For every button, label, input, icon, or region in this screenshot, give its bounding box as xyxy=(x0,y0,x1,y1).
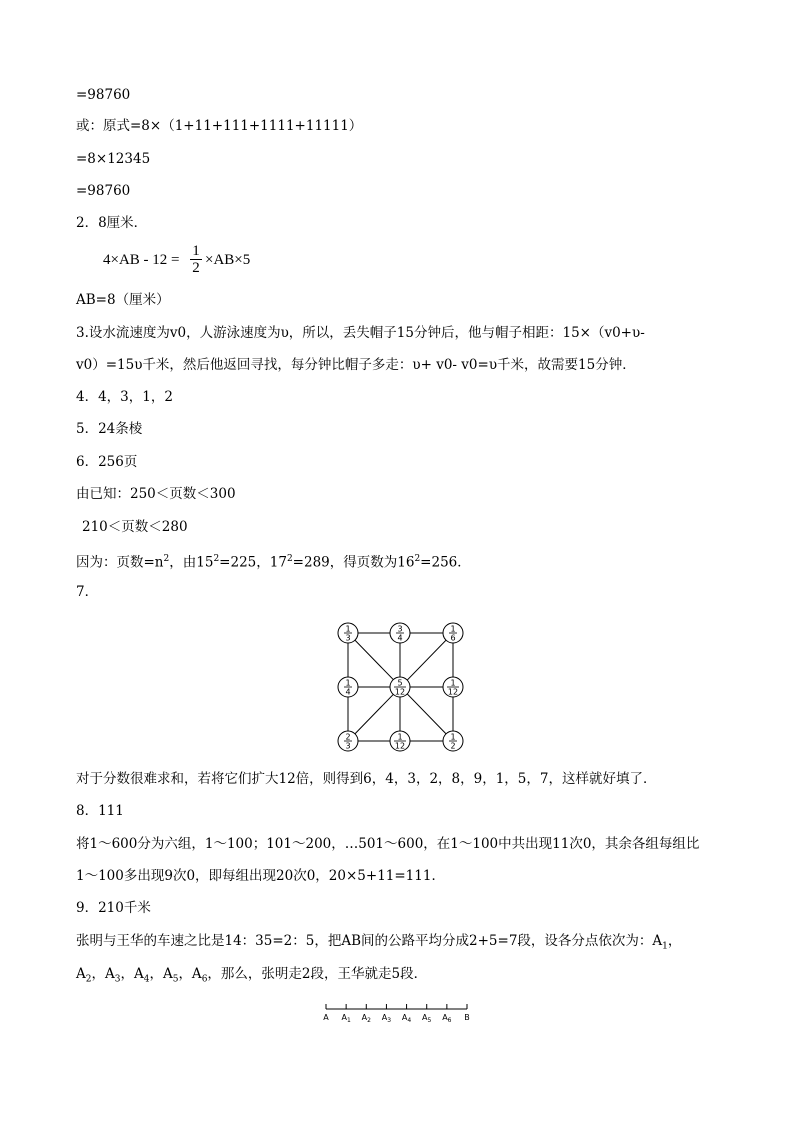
grid-node-8 xyxy=(390,731,410,751)
node-denominator: 6 xyxy=(450,633,456,643)
answer-4: 4．4，3，1，2 xyxy=(76,389,173,405)
node-numerator: 2 xyxy=(345,732,351,742)
segment-label-B: B xyxy=(464,1013,470,1022)
segment-label-A3: $A_3$ xyxy=(381,1013,392,1024)
answer-9: 9．210千米 xyxy=(76,900,151,916)
grid-node-1 xyxy=(338,623,358,643)
node-denominator: 3 xyxy=(345,741,351,751)
node-numerator: 1 xyxy=(450,678,456,688)
line-alt-formula: 或：原式=8×（1+11+111+1111+11111） xyxy=(76,118,363,134)
answer-9-line-2: $A_2$，$A_3$，$A_4$，$A_5$，$A_6$，那么，张明走2段，王华就走5段． xyxy=(76,966,428,985)
answer-8-line-2: 1～100多出现9次0，即每组出现20次0，20×5+11=111． xyxy=(76,868,445,884)
segment-label-A1: $A_1$ xyxy=(341,1013,351,1024)
answer-6-condition-2: 210＜页数＜280 xyxy=(82,519,188,535)
node-numerator: 5 xyxy=(397,678,403,688)
grid-node-9 xyxy=(443,731,463,751)
fraction-denominator: 2 xyxy=(192,260,200,276)
node-numerator: 1 xyxy=(345,678,351,688)
node-denominator: 3 xyxy=(345,633,351,643)
grid-node-6 xyxy=(443,677,463,697)
node-numerator: 1 xyxy=(345,624,351,634)
line-ab-result: AB=8（厘米） xyxy=(76,292,170,308)
grid-node-2 xyxy=(390,623,410,643)
node-numerator: 1 xyxy=(450,732,456,742)
segment-label-A6: $A_6$ xyxy=(442,1013,452,1024)
fraction-numerator: 1 xyxy=(192,243,200,259)
node-numerator: 3 xyxy=(397,624,403,634)
segment-label-A2: $A_2$ xyxy=(361,1013,371,1024)
answer-5: 5．24条棱 xyxy=(76,421,143,437)
segment-label-A4: $A_4$ xyxy=(401,1013,412,1024)
segment-label-A: A xyxy=(323,1013,329,1022)
grid-node-3 xyxy=(443,623,463,643)
equation-fraction xyxy=(190,243,202,276)
node-numerator: 1 xyxy=(450,624,456,634)
answer-6-condition-1: 由已知：250＜页数＜300 xyxy=(76,486,236,502)
answer-8-line-1: 将1～600分为六组，1～100；101～200，…501～600，在1～100中共出现11次0，其余各组每组比 xyxy=(76,836,700,852)
answer-6-reason: 因为：页数$=n^2$，由$15^2=225$，$17^2=289$，得页数为$16^2=256$． xyxy=(76,554,471,571)
node-denominator: 2 xyxy=(450,741,456,751)
answer-8: 8．111 xyxy=(76,803,124,819)
answer-3-line-2: v0）=15υ千米，然后他返回寻找，每分钟比帽子多走：υ+ v0- v0=υ千米，故需要15分钟． xyxy=(76,357,636,373)
answer-3-line-1: 3.设水流速度为v0，人游泳速度为υ，所以，丢失帽子15分钟后，他与帽子相距：15×（v0+υ- xyxy=(76,325,645,341)
answer-2-heading: 2．8厘米． xyxy=(76,215,148,231)
segment-label-A5: $A_5$ xyxy=(422,1013,432,1024)
grid-node-7 xyxy=(338,731,358,751)
grid-node-4 xyxy=(338,677,358,697)
fraction-grid-diagram xyxy=(330,618,470,752)
line-product: =8×12345 xyxy=(76,151,151,167)
node-denominator: 4 xyxy=(345,687,351,697)
answer-9-line-1: 张明与王华的车速之比是14：35=2：5，把AB间的公路平均分成2+5=7段，设各分点依次为：$A_1$， xyxy=(76,933,682,952)
answer-7-heading: 7． xyxy=(76,584,99,600)
line-result-1: =98760 xyxy=(76,87,131,103)
grid-node-5 xyxy=(390,677,410,697)
answer-6: 6．256页 xyxy=(76,454,138,470)
node-denominator: 12 xyxy=(447,687,459,697)
segment-diagram xyxy=(318,1002,478,1030)
line-result-2: =98760 xyxy=(76,183,131,199)
node-numerator: 1 xyxy=(397,732,403,742)
node-denominator: 12 xyxy=(394,687,406,697)
node-denominator: 4 xyxy=(397,633,403,643)
answer-7-explanation: 对于分数很难求和，若将它们扩大12倍，则得到6，4，3，2，8，9，1，5，7，这样就好填了． xyxy=(76,771,657,787)
node-denominator: 12 xyxy=(394,741,406,751)
equation-right: ×AB×5 xyxy=(205,252,251,268)
equation-left: 4×AB - 12 = xyxy=(103,252,180,268)
